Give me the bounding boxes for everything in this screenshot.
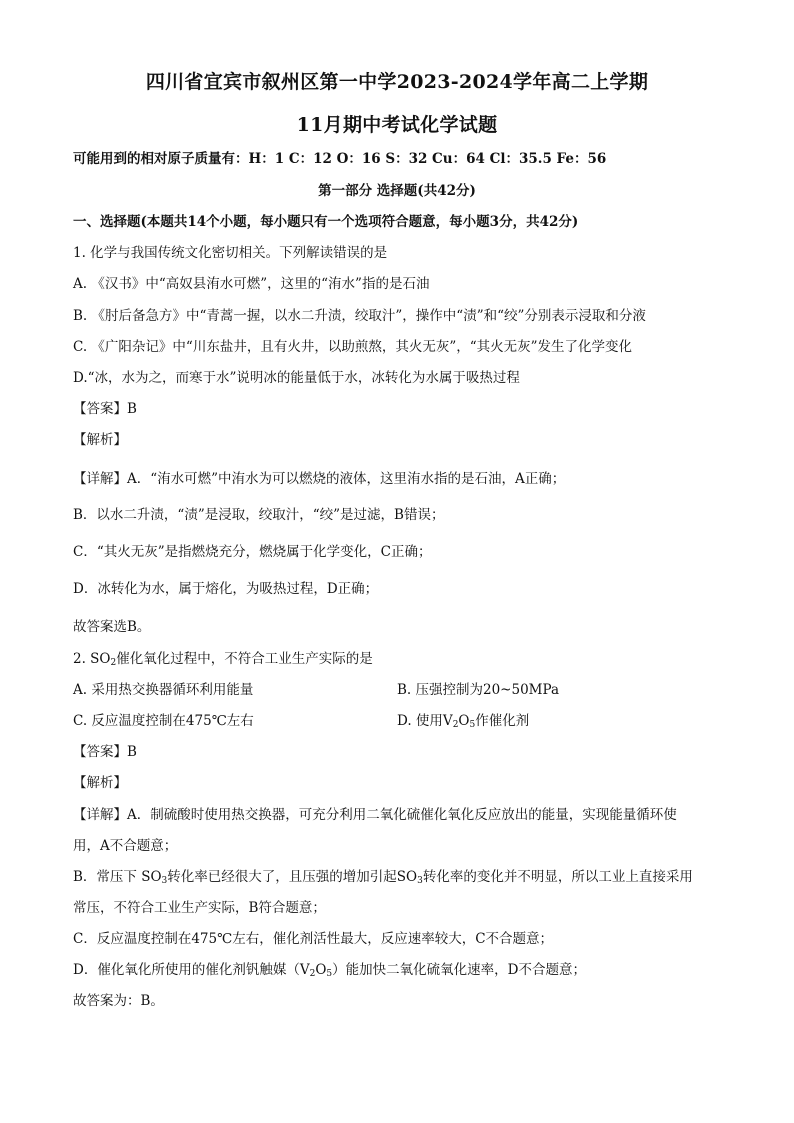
- q1-conclusion: 故答案选B。: [73, 619, 151, 635]
- q1-detail-b: B．以水二升渍，“渍”是浸取，绞取汁，“绞”是过滤，B错误；: [73, 507, 445, 523]
- q1-stem: 1. 化学与我国传统文化密切相关。下列解读错误的是: [73, 245, 388, 261]
- section-title: 一、选择题(本题共14个小题，每小题只有一个选项符合题意，每小题3分，共42分): [73, 214, 579, 230]
- q1-option-b: B. 《肘后备急方》中“青蒿一握，以水二升渍，绞取汁”，操作中“渍”和“绞”分别表示浸取和分液: [73, 308, 646, 324]
- q2-stem: 2. $SO_2$催化氧化过程中，不符合工业生产实际的是: [73, 651, 373, 668]
- q2-option-c: C. 反应温度控制在475℃左右: [73, 713, 254, 729]
- q1-detail-a: 【详解】A．“洧水可燃”中洧水为可以燃烧的液体，这里洧水指的是石油，A正确；: [73, 471, 566, 487]
- q1-detail-c: C．“其火无灰”是指燃烧充分，燃烧属于化学变化，C正确；: [73, 544, 432, 560]
- title-line-1: 四川省宜宾市叙州区第一中学2023-2024学年高二上学期: [145, 71, 649, 93]
- q2-detail-d: D．催化氧化所使用的催化剂钒触媒$(V_2O_5)$能加快二氧化硫氧化速率，D不合题意；: [73, 962, 586, 979]
- q2-analysis-label: 【解析】: [73, 775, 127, 791]
- q2-option-b: B. 压强控制为20~50MPa: [397, 682, 560, 698]
- part-title: 第一部分 选择题(共42分): [318, 183, 476, 199]
- q1-option-a: A. 《汉书》中“高奴县洧水可燃”，这里的“洧水”指的是石油: [73, 276, 430, 292]
- q1-analysis-label: 【解析】: [73, 432, 127, 448]
- q1-detail-d: D．冰转化为水，属于熔化，为吸热过程，D正确；: [73, 581, 379, 597]
- q2-detail-b-line1: B．常压下 $SO_3$转化率已经很大了，且压强的增加引起$SO_3$转化率的变化并不明显，所以工业上直接采用: [73, 869, 693, 886]
- q2-option-a: A. 采用热交换器循环利用能量: [73, 682, 254, 698]
- q2-detail-a-line1: 【详解】A．制硫酸时使用热交换器，可充分利用二氧化硫催化氧化反应放出的能量，实现能量循环使: [73, 807, 677, 823]
- q2-detail-a-line2: 用，A不合题意；: [73, 838, 178, 854]
- q2-detail-b-line2: 常压，不符合工业生产实际，B符合题意；: [73, 900, 326, 916]
- q2-conclusion: 故答案为：B。: [73, 993, 164, 1009]
- q2-option-d: D. 使用$V_2O_5$作催化剂: [397, 713, 530, 730]
- title-line-2: 11月期中考试化学试题: [296, 114, 498, 136]
- q2-detail-c: C．反应温度控制在475℃左右，催化剂活性最大，反应速率较大，C不合题意；: [73, 931, 554, 947]
- atomic-masses: 可能用到的相对原子质量有：H：1 C：12 O：16 S：32 Cu：64 Cl：35.5 Fe：56: [73, 151, 607, 167]
- q1-answer: 【答案】B: [73, 401, 137, 417]
- q1-option-d: D.“冰，水为之，而寒于水”说明冰的能量低于水，冰转化为水属于吸热过程: [73, 370, 520, 386]
- q2-answer: 【答案】B: [73, 744, 137, 760]
- q1-option-c: C. 《广阳杂记》中“川东盐井，且有火井，以助煎熬，其火无灰”，“其火无灰”发生了化学变化: [73, 339, 633, 355]
